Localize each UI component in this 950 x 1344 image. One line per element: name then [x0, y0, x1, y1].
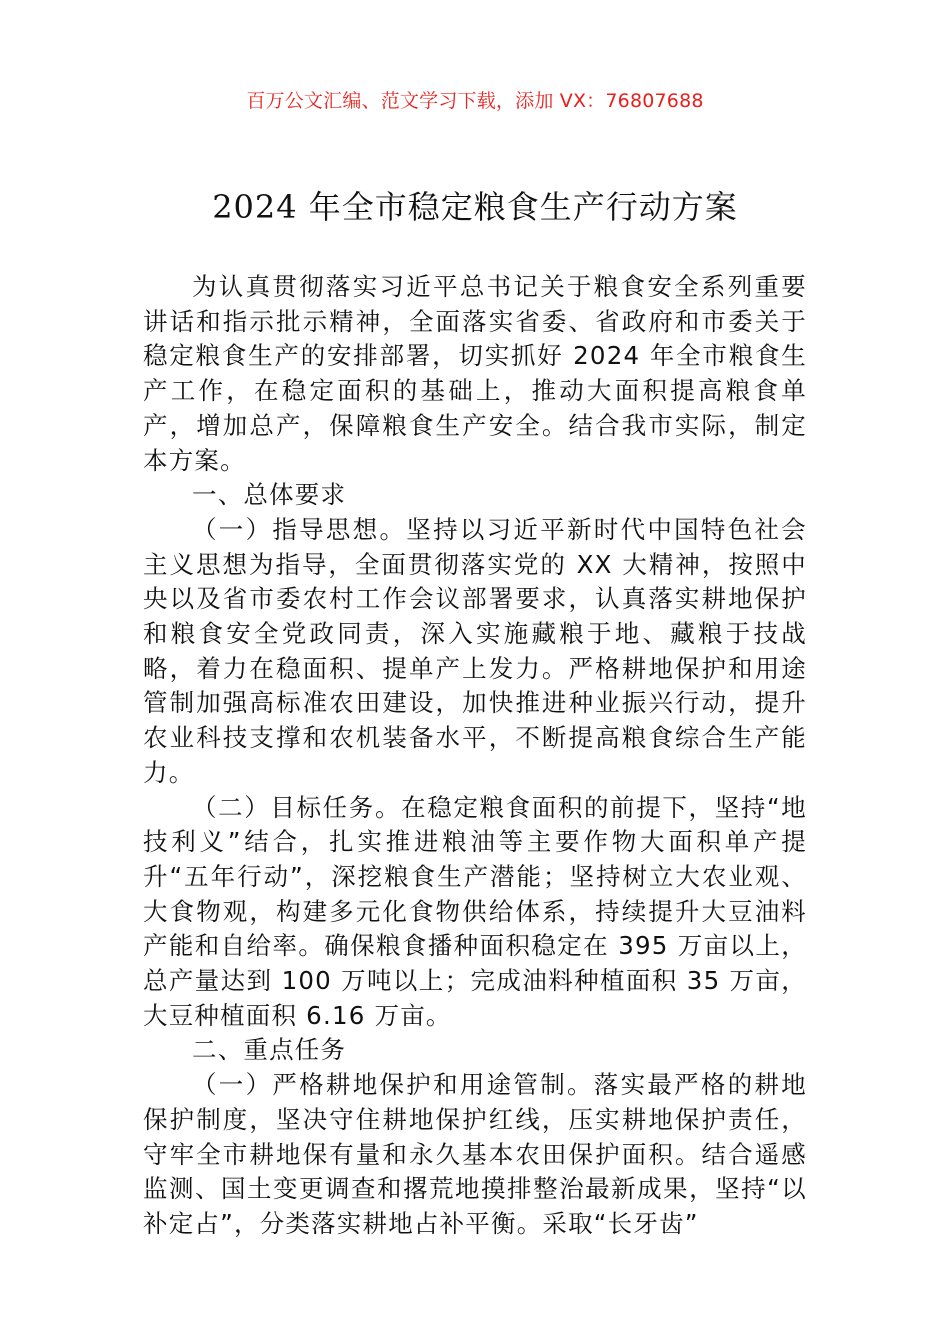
document-body	[143, 270, 807, 1242]
paragraph-guiding-ideology: （一）指导思想。坚持以习近平新时代中国特色社会主义思想为指导，全面贯彻落实党的 XX 大精神，按照中央以及省市委农村工作会议部署要求，认真落实耕地保护和粮食安全党政同责，深入实施藏粮于地、藏粮于技战略，着力在稳面积、提单产上发力。严格耕地保护和用途管制加强高标准农田建设，加快推进种业振兴行动，提升农业科技支撑和农机装备水平，不断提高粮食综合生产能力。	[143, 514, 807, 787]
section-heading-key-tasks: 二、重点任务	[192, 1035, 347, 1065]
document-title: 2024 年全市稳定粮食生产行动方案	[212, 188, 738, 226]
intro-paragraph: 为认真贯彻落实习近平总书记关于粮食安全系列重要讲话和指示批示精神，全面落实省委、省政府和市委关于稳定粮食生产的安排部署，切实抓好 2024 年全市粮食生产工作，在稳定面积的基础上，推动大面积提高粮食单产，增加总产，保障粮食生产安全。结合我市实际，制定本方案。	[143, 272, 807, 475]
paragraph-farmland-protection: （一）严格耕地保护和用途管制。落实最严格的耕地保护制度，坚决守住耕地保护红线，压实耕地保护责任，守牢全市耕地保有量和永久基本农田保护面积。结合遥感监测、国土变更调查和撂荒地摸排整治最新成果，坚持“以补定占”，分类落实耕地占补平衡。采取“长牙齿”	[143, 1070, 807, 1238]
paragraph-target-tasks: （二）目标任务。在稳定粮食面积的前提下，坚持“地技利义”结合，扎实推进粮油等主要作物大面积单产提升“五年行动”，深挖粮食生产潜能；坚持树立大农业观、大食物观，构建多元化食物供给体系，持续提升大豆油料产能和自给率。确保粮食播种面积稳定在 395 万亩以上，总产量达到 100 万吨以上；完成油料种植面积 35 万亩，大豆种植面积 6.16 万亩。	[143, 792, 807, 1030]
section-heading-general-requirements: 一、总体要求	[192, 480, 347, 510]
header-banner: 百万公文汇编、范文学习下载，添加 VX：76807688	[246, 90, 704, 112]
